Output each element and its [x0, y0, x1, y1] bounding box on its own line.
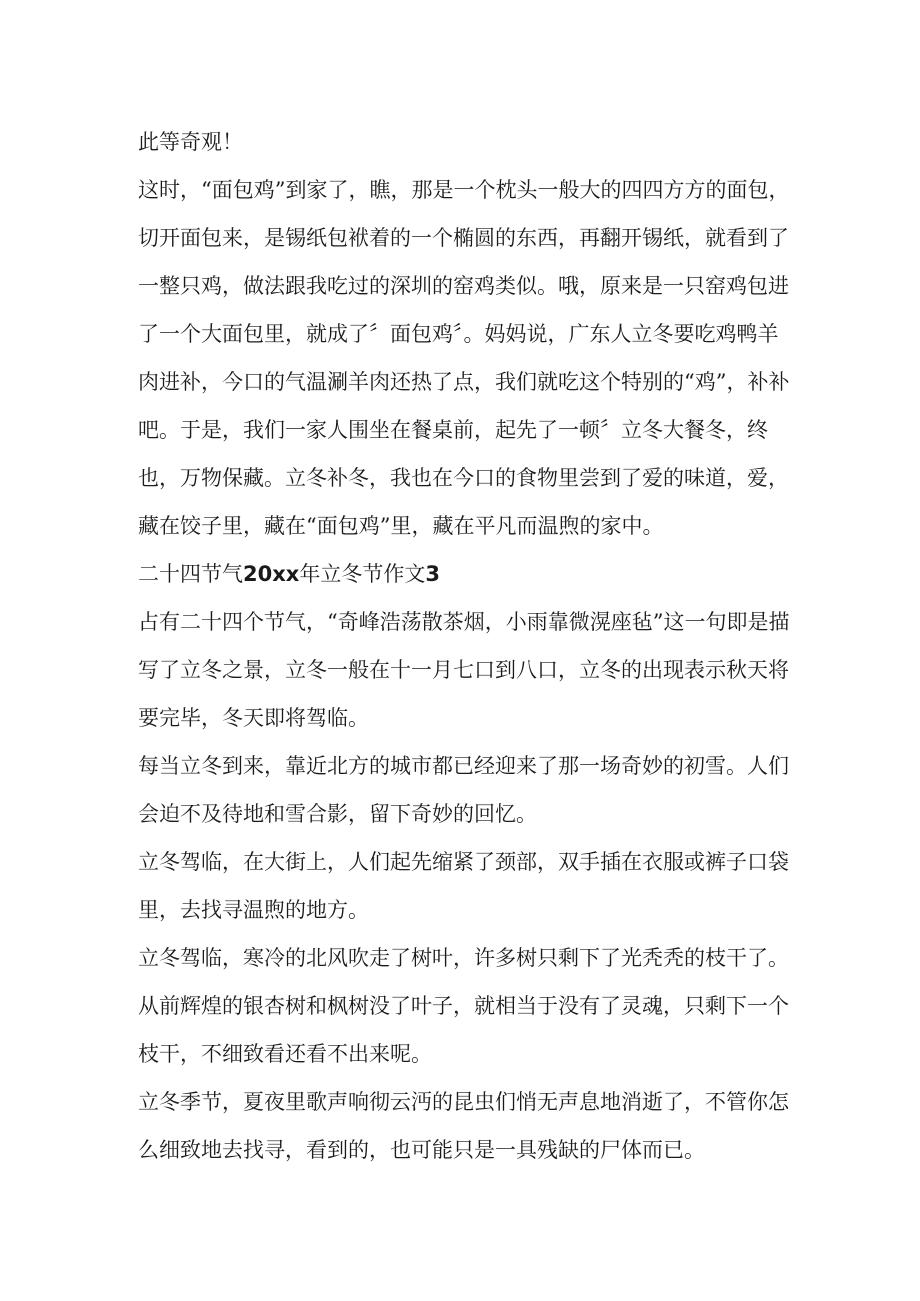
heading-year: 20xx: [243, 562, 300, 586]
paragraph: 立冬驾临，在大街上，人们起先缩紧了颈部，双手插在衣服或裤子口袋里，去找寻温煦的地方。: [138, 850, 789, 922]
heading-prefix: 二十四节气: [138, 562, 243, 586]
paragraph: 立冬驾临，寒冷的北风吹走了树叶，许多树只剩下了光秃秃的枝干了。从前辉煌的银杏树和枫树没了叶子，就相当于没有了灵魂，只剩下一个枝干，不细致看还看不出来呢。: [138, 946, 789, 1066]
heading-number: 3: [425, 562, 440, 586]
heading-middle: 年立冬节作文: [299, 562, 426, 586]
paragraph: 这时，“面包鸡”到家了，瞧，那是一个枕头一般大的四四方方的面包，切开面包来，是锡纸包袱着的一个椭圆的东西，再翻开锡纸，就看到了一整只鸡，做法跟我吃过的深圳的窑鸡类似。哦，原来是一只窑鸡包进了一个大面包里，就成了〞面包鸡〞。妈妈说，广东人立冬要吃鸡鸭羊肉进补，今口的气温涮羊肉还热了点，我们就吃这个特别的“鸡”，补补吧。于是，我们一家人围坐在餐桌前，起先了一顿〞立冬大餐冬，终也，万物保藏。立冬补冬，我也在今口的食物里尝到了爱的味道，爱，藏在饺子里，藏在“面包鸡”里，藏在平凡而温煦的家中。: [138, 178, 790, 538]
paragraph: 立冬季节，夏夜里歌声响彻云沔的昆虫们悄无声息地消逝了，不管你怎么细致地去找寻，看到的，也可能只是一具残缺的尸体而已。: [138, 1090, 789, 1162]
paragraph: 此等奇观！: [138, 130, 243, 154]
document-body: [138, 118, 798, 1174]
paragraph: 占有二十四个节气，“奇峰浩荡散茶烟，小雨靠微滉座毡”这一句即是描写了立冬之景，立冬一般在十一月七口到八口，立冬的出现表示秋天将要完毕，冬天即将驾临。: [138, 610, 790, 730]
paragraph: 每当立冬到来，靠近北方的城市都已经迎来了那一场奇妙的初雪。人们会迫不及待地和雪合影，留下奇妙的回忆。: [138, 754, 789, 826]
section-heading: [138, 550, 798, 598]
